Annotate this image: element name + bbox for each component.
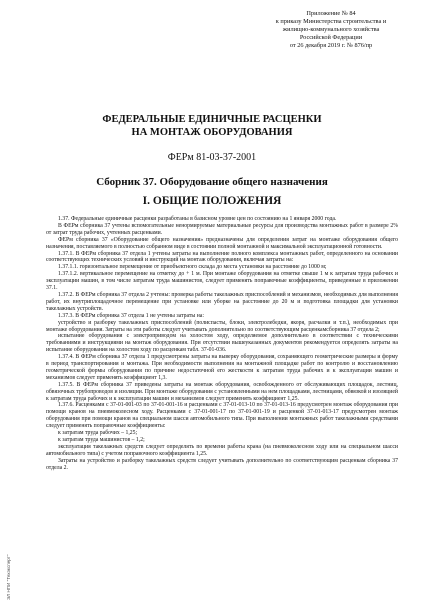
paragraph: 1.37.6. Расценками с 37-01-001-03 по 37-01-001-16 и расценками с 37-01-013-10 по 37-01-013-16 предусмотрен монтаж оборудования при помощи кранов на пневмоколесном ходу. Расценками с 37-01-001-17 по 37-01-001-19 и расценкой 37-01-013-17 предусмотрен монтаж оборудования при помощи кранов на специальном шасси автомобильного типа. При выполнении монтажных работ такелажными средствами следует применять поправочные коэффициенты:	[46, 402, 398, 430]
document-title-line-1: ФЕДЕРАЛЬНЫЕ ЕДИНИЧНЫЕ РАСЦЕНКИ	[102, 114, 322, 125]
paragraph: В ФЕРм сборника 37 учтены вспомогательные ненормируемые материальные ресурсы для производства монтажных работ в размере 2% от затрат труда рабочих, учтенных расценками.	[46, 222, 398, 236]
paragraph: 1.37.3. В ФЕРм сборника 37 отдела 1 не учтены затраты на:	[58, 312, 204, 319]
publisher-stamp-text: ЭЛ НПИ "Техэксперт"	[6, 554, 11, 600]
paragraph: 1.37. Федеральные единичные расценки разработаны в базисном уровне цен по состоянию на 1 января 2000 года.	[58, 216, 337, 222]
paragraph: к затратам труда машинистов – 1,2;	[58, 437, 145, 443]
paragraph: 1.37.5. В ФЕРм сборника 37 приведены затраты на монтаж оборудования, освобожденного от обслуживающих площадок, лестниц, обвязочных трубопроводов и изоляции. При монтаже оборудования с установленными на нем площадками, лестницами, обвязкой и изоляцией к затратам труда рабочих и к эксплуатации машин и механизмов следует применять коэффициент 1,25.	[46, 381, 398, 402]
appendix-line: от 26 декабря 2019 г. № 876/пр	[289, 42, 373, 50]
collection-heading: Сборник 37. Оборудование общего назначения	[96, 176, 328, 188]
appendix-line: Российской Федерации	[299, 34, 363, 42]
paragraph: Затраты на устройство и разборку такелажных средств следует учитывать дополнительно по соответствующим расценкам сборника 37 отдела 2.	[46, 457, 398, 471]
appendix-reference	[248, 10, 414, 50]
paragraph: 1.37.2. В ФЕРм сборника 37 отдела 2 учтены: проверка работы такелажных приспособлений и механизмов, необходимых для выполнения работ, их внутриплощадочное перемещение при установке или уборке на расстояние до 20 м и подготовка площадки для установки такелажных устройств.	[46, 291, 398, 312]
section-heading: I. ОБЩИЕ ПОЛОЖЕНИЯ	[142, 195, 282, 207]
document-body	[46, 216, 398, 472]
document-code: ФЕРм 81-03-37-2001	[167, 152, 257, 163]
paragraph: 1.37.1.2. вертикальное перемещение на отметку до + 1 м. При монтаже оборудования на отметке свыше 1 м к затратам труда рабочих и эксплуатации машин, в том числе затратам труда машинистов, следует применять поправочные коэффициенты, приведенные в приложении 37.1.	[46, 271, 398, 292]
paragraph: эксплуатация такелажных средств следует определять по времени работы крана (на пневмоколесном ходу или на специальном шасси автомобильного типа) с учетом поправочного коэффициента 1,25.	[46, 443, 398, 457]
paragraph: испытание оборудования с электроприводом на холостом ходу, определяемое дополнительно в соответствии с техническими требованиями и инструкциями на монтаж оборудования. При отсутствии вышеуказанных документов рекомендуется определять затраты на испытание оборудования на холостом ходу по расценкам табл. 37-01-036.	[46, 333, 398, 354]
appendix-line: жилищно-коммунального хозяйства	[282, 26, 380, 34]
document-title-line-2: НА МОНТАЖ ОБОРУДОВАНИЯ	[131, 127, 293, 138]
paragraph: устройство и разборку такелажных приспособлений (полиспасты, блоки, электролебедки, якоря, расчалки и т.п.), необходимых при монтаже оборудования. Затраты на эти работы следует учитывать дополнительно по соответствующим расценкамсборника 37 отдела 2;	[46, 319, 398, 333]
paragraph: к затратам труда рабочих – 1,25;	[58, 430, 138, 437]
appendix-line: к приказу Министерства строительства и	[275, 18, 387, 26]
paragraph: ФЕРм сборника 37 «Оборудование общего назначения» предназначены для определения затрат на монтаже оборудования общего назначения, поставляемого в полностью собранном виде в состоянии полной монтажной и максимальной эксплуатационной готовности.	[46, 236, 398, 250]
appendix-line: Приложение № 84	[306, 10, 356, 17]
paragraph: 1.37.4. В ФЕРм сборника 37 отдела 1 предусмотрены затраты на выверку оборудования, сохраняющего геометрические размеры и форму в период транспортирования и монтажа. При необходимости выполнения на монтажной площадке работ по контролю и восстановлению геометрической формы оборудования по причине недостаточной его жесткости к затратам труда рабочих и к эксплуатации машин и механизмов следует применять коэффициент 1,3.	[46, 354, 398, 381]
paragraph: 1.37.1. В ФЕРм сборника 37 отдела 1 учтены затраты на выполнение полного комплекса монтажных работ, определенного на основании соответствующих технических условий и инструкций на монтаж оборудования, включая затраты на:	[46, 250, 398, 264]
publisher-stamp	[2, 540, 14, 600]
paragraph: 1.37.1.1. горизонтальное перемещение от приобъектного склада до места установки на расстояние до 1000 м;	[58, 264, 327, 271]
